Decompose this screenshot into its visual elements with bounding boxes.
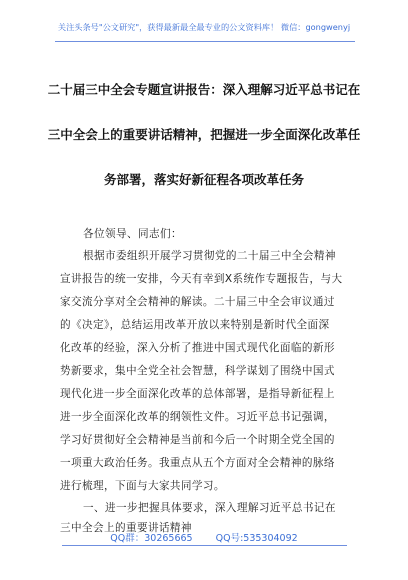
footer-qq-group: QQ群：30265665 [110,533,193,544]
body-line: 根据市委组织开展学习贯彻党的二十届三中全会精神 [83,250,336,262]
body-line: 势新要求，集中全党全社会智慧，科学谋划了围绕中国式 [60,365,335,377]
title-line: 二十届三中全会专题宣讲报告：深入理解习近平总书记在 [47,82,361,97]
body-line: 家交流分享对全会精神的解读。二十届三中全会审议通过 [60,296,335,308]
title-line: 务部署，落实好新征程各项改革任务 [103,172,304,187]
salutation: 各位领导、同志们： [83,228,182,240]
header-banner: 关注头条号"公文研究"，获得最新最全最专业的公文资料库！ 微信：gongwenyj [57,22,351,32]
body-line: 进行梳理，下面与大家共同学习。 [60,480,225,492]
section-heading-line: 一、进一步把握具体要求，深入理解习近平总书记在 [83,502,336,514]
body-line: 学习好贯彻好全会精神是当前和今后一个时期全党全国的 [60,434,335,446]
body-line: 进一步全面深化改革的纲领性文件。习近平总书记强调， [60,411,335,423]
title-line: 三中全会上的重要讲话精神，把握进一步全面深化改革任 [47,127,361,142]
footer-divider [62,545,347,546]
body-line: 化改革的经验，深入分析了推进中国式现代化面临的新形 [60,342,335,354]
footer-qq-number: QQ号:535304092 [215,533,298,544]
body-line: 一项重大政治任务。我重点从五个方面对全会精神的脉络 [60,457,335,469]
body-line: 现代化进一步全面深化改革的总体部署，是指导新征程上 [60,388,335,400]
header-divider [55,41,355,42]
section-heading-line: 三中全会上的重要讲话精神 [60,522,192,534]
footer-contact [0,530,408,544]
body-line: 宣讲报告的统一安排，今天有幸到X系统作专题报告，与大 [60,273,343,285]
body-line: 的《决定》，总结运用改革开放以来特别是新时代全面深 [60,319,330,331]
